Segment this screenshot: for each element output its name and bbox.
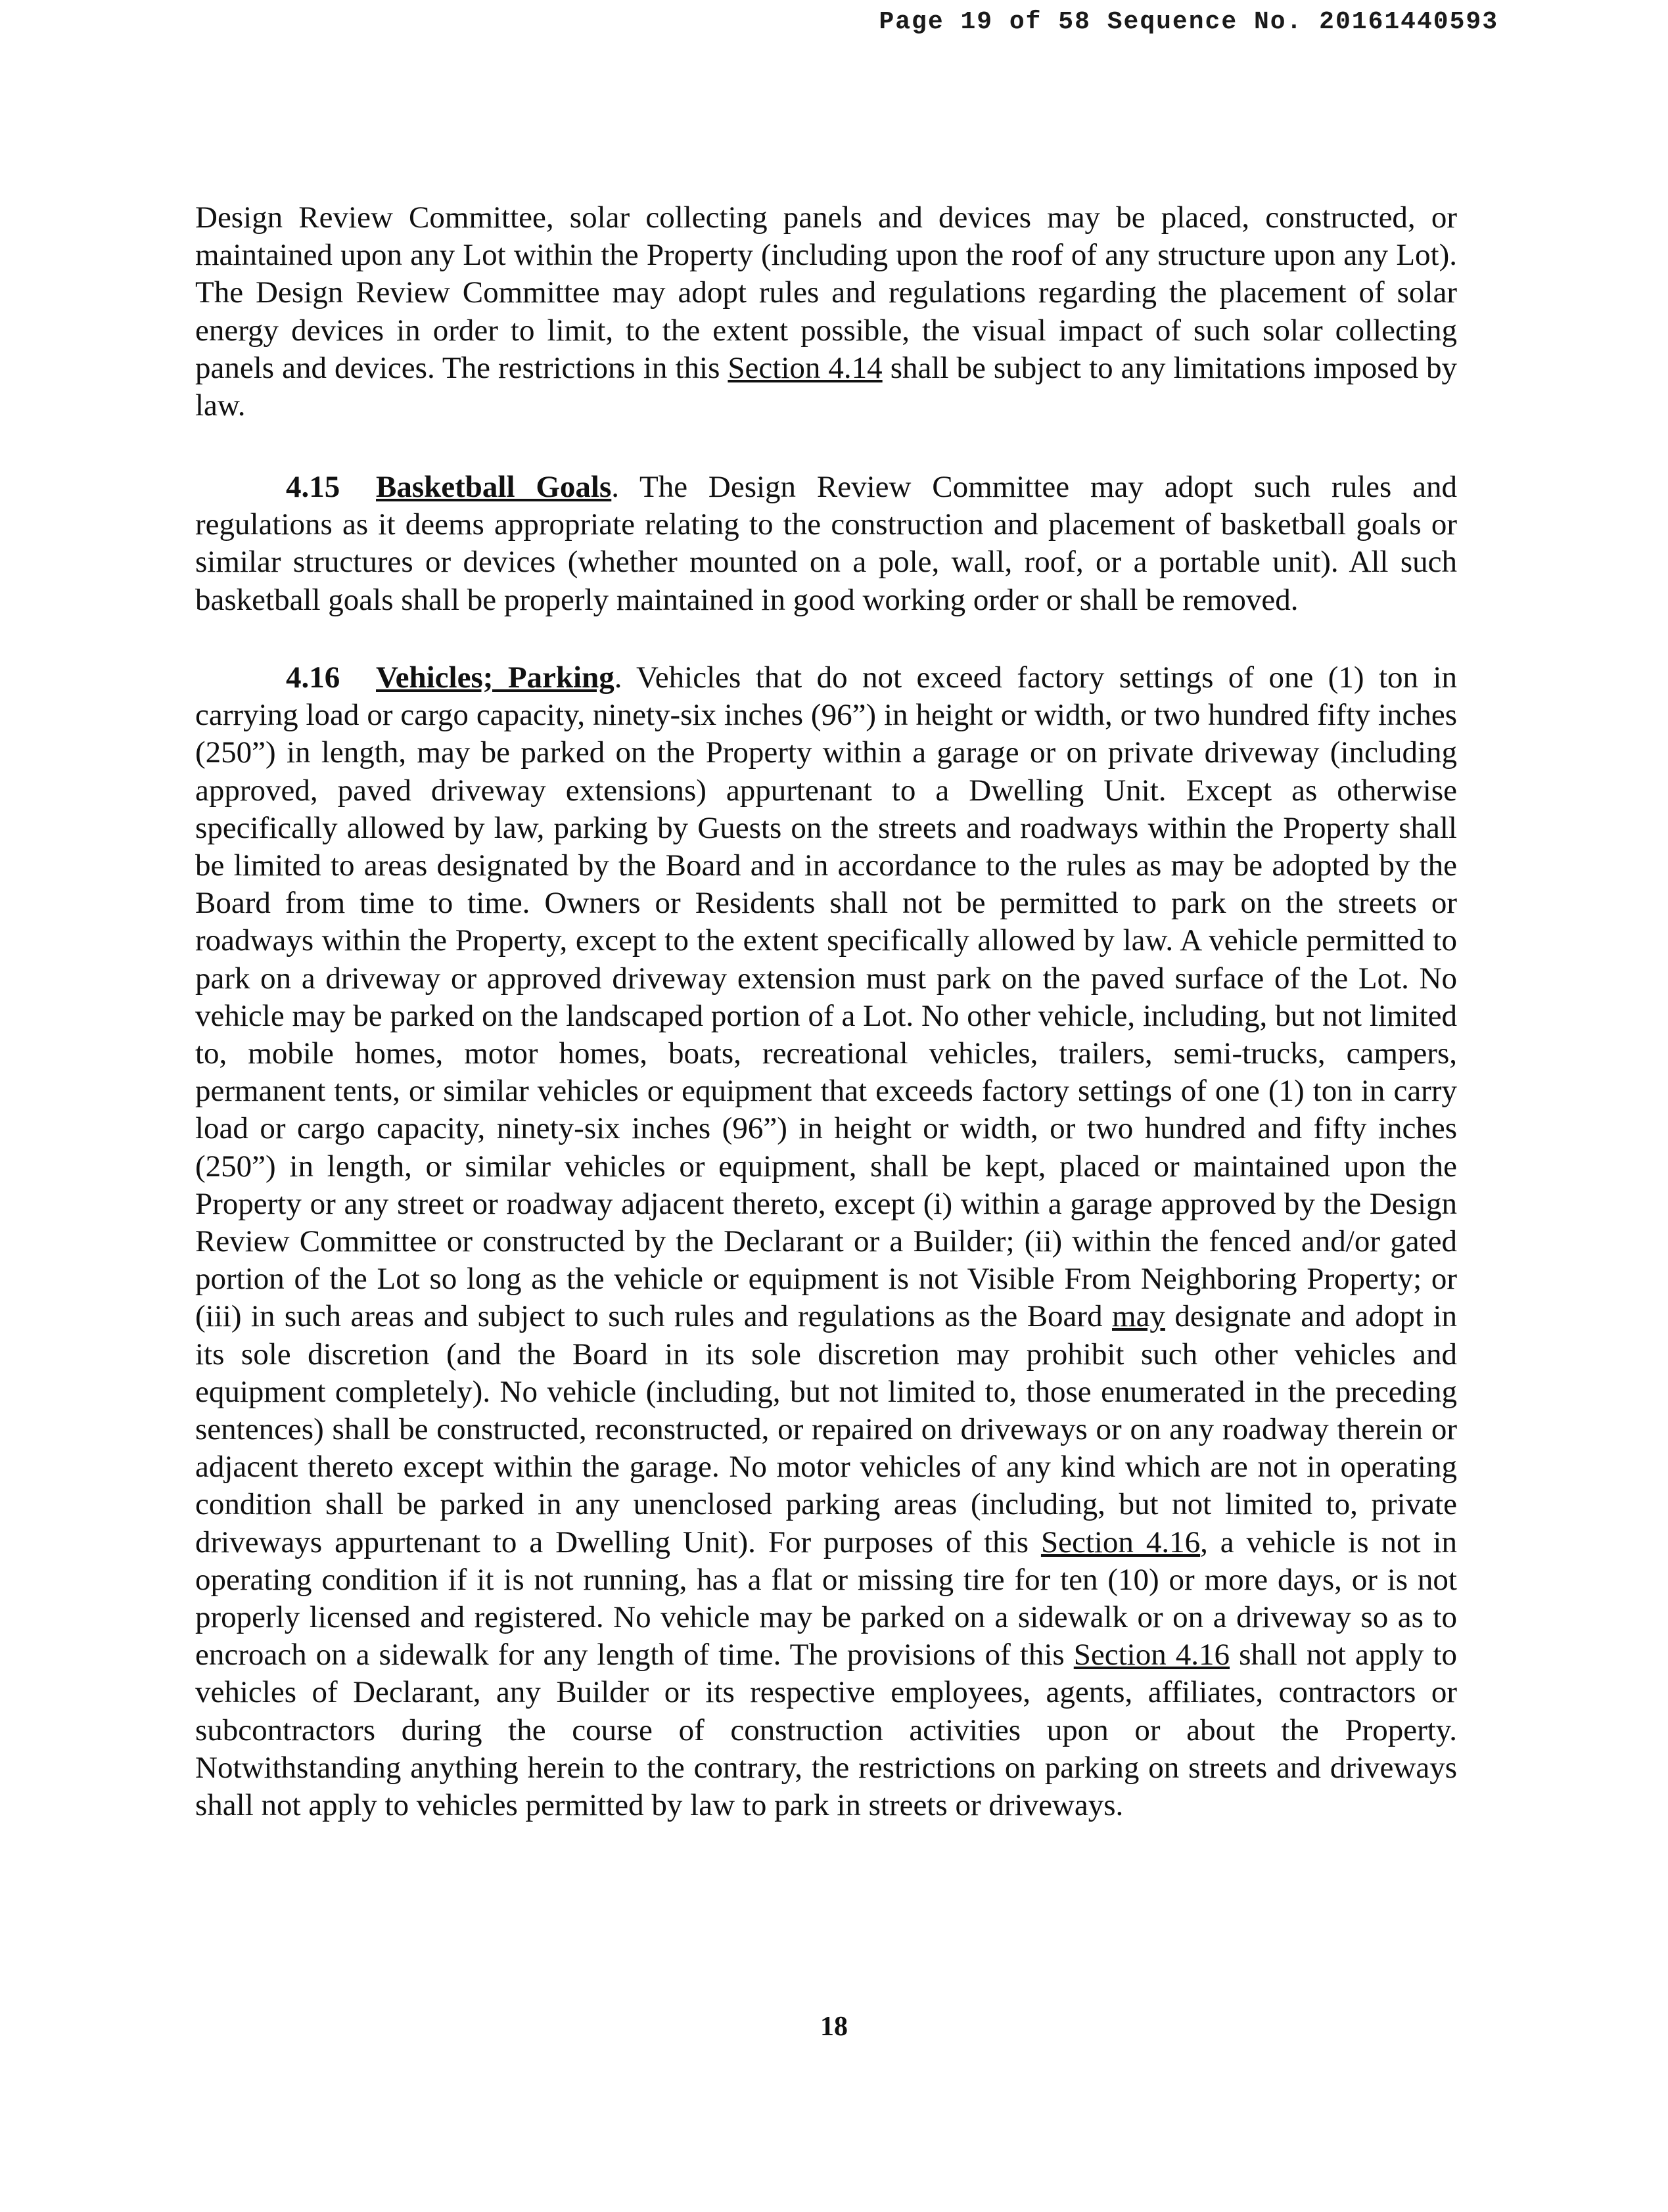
paragraph-text-segment: Design Review Committee, solar collecting panels and devices may be placed, constructed, or maintained upon any Lot within the Property (including upon the roof of any structure upon any Lot). The Design Review Committee may adopt rules and regulations regarding the placement of solar energy devices in order to limit, to the extent possible, the visual impact of such solar collecting panels and devices. The restrictions in this bbox=[195, 200, 1457, 385]
paragraph-text-segment: , a vehicle is not in operating condition if it is not running, has a flat or missing tire for ten (10) or more days, or is not properly licensed and registered. No vehicle may be parked on a sidewalk or on a driveway so as to encroach on a sidewalk for any length of time. The provisions of this bbox=[195, 1525, 1457, 1672]
paragraph-text-segment: . The Design Review Committee may adopt such rules and regulations as it deems appropriate relating to the construction and placement of basketball goals or similar structures or devices (whether mounted on a pole, wall, roof, or a portable unit). All such basketball goals shall be properly maintained in good working order or shall be removed. bbox=[195, 470, 1457, 617]
section-reference: Section 4.16 bbox=[1073, 1638, 1230, 1672]
paragraph-text-segment: shall be subject to any limitations imposed by law. bbox=[195, 350, 1457, 423]
section-4-15-basketball-goals bbox=[195, 469, 1457, 619]
section-number: 4.16 bbox=[286, 660, 340, 695]
paragraph-text bbox=[195, 199, 1457, 425]
page-number: 18 bbox=[820, 2012, 848, 2042]
paragraph-solar-continuation bbox=[195, 199, 1457, 425]
section-reference: Section 4.14 bbox=[728, 350, 883, 385]
section-title: Basketball Goals bbox=[376, 470, 612, 504]
paragraph-text bbox=[195, 469, 1457, 619]
paragraph-text bbox=[195, 659, 1457, 1824]
underlined-word: may bbox=[1112, 1299, 1165, 1334]
section-4-16-vehicles-parking bbox=[195, 659, 1457, 1824]
paragraph-text-segment: . Vehicles that do not exceed factory settings of one (1) ton in carrying load or cargo capacity, ninety-six inches (96”) in height or width, or two hundred fifty inches (250”) in length, may be parked on the Property within a garage or on private driveway (including approved, paved driveway extensions) appurtenant to a Dwelling Unit. Except as otherwise specifically allowed by law, parking by Guests on the streets and roadways within the Property shall be limited to areas designated by the Board and in accordance to the rules as may be adopted by the Board from time to time. Owners or Residents shall not be permitted to park on the streets or roadways within the Property, except to the extent specifically allowed by law. A vehicle permitted to park on a driveway or approved driveway extension must park on the paved surface of the Lot. No vehicle may be parked on the landscaped portion of a Lot. No other vehicle, including, but not limited to, mobile homes, motor homes, boats, recreational vehicles, trailers, semi-trucks, campers, permanent tents, or similar vehicles or equipment that exceeds factory settings of one (1) ton in carry load or cargo capacity, ninety-six inches (96”) in height or width, or two hundred and fifty inches (250”) in length, or similar vehicles or equipment, shall be kept, placed or maintained upon the Property or any street or roadway adjacent thereto, except (i) within a garage approved by the Design Review Committee or constructed by the Declarant or a Builder; (ii) within the fenced and/or gated portion of the Lot so long as the vehicle or equipment is not Visible From Neighboring Property; or (iii) in such areas and subject to such rules and regulations as the Board bbox=[195, 660, 1457, 1334]
page-sequence-header: Page 19 of 58 Sequence No. 20161440593 bbox=[879, 8, 1498, 36]
section-number: 4.15 bbox=[286, 470, 340, 504]
paragraph-text-segment: designate and adopt in its sole discretion (and the Board in its sole discretion may prohibit such other vehicles and equipment completely). No vehicle (including, but not limited to, those enumerated in the preceding sentences) shall be constructed, reconstructed, or repaired on driveways or on any roadway therein or adjacent thereto except within the garage. No motor vehicles of any kind which are not in operating condition shall be parked in any unenclosed parking areas (including, but not limited to, private driveways appurtenant to a Dwelling Unit). For purposes of this bbox=[195, 1299, 1458, 1559]
section-reference: Section 4.16 bbox=[1040, 1525, 1201, 1559]
paragraph-text-segment: shall not apply to vehicles of Declarant, any Builder or its respective employees, agents, affiliates, contractors or subcontractors during the course of construction activities upon or about the Property. Notwithstanding anything herein to the contrary, the restrictions on parking on streets and driveways shall not apply to vehicles permitted by law to park in streets or driveways. bbox=[195, 1638, 1457, 1823]
section-title: Vehicles; Parking bbox=[376, 660, 614, 695]
